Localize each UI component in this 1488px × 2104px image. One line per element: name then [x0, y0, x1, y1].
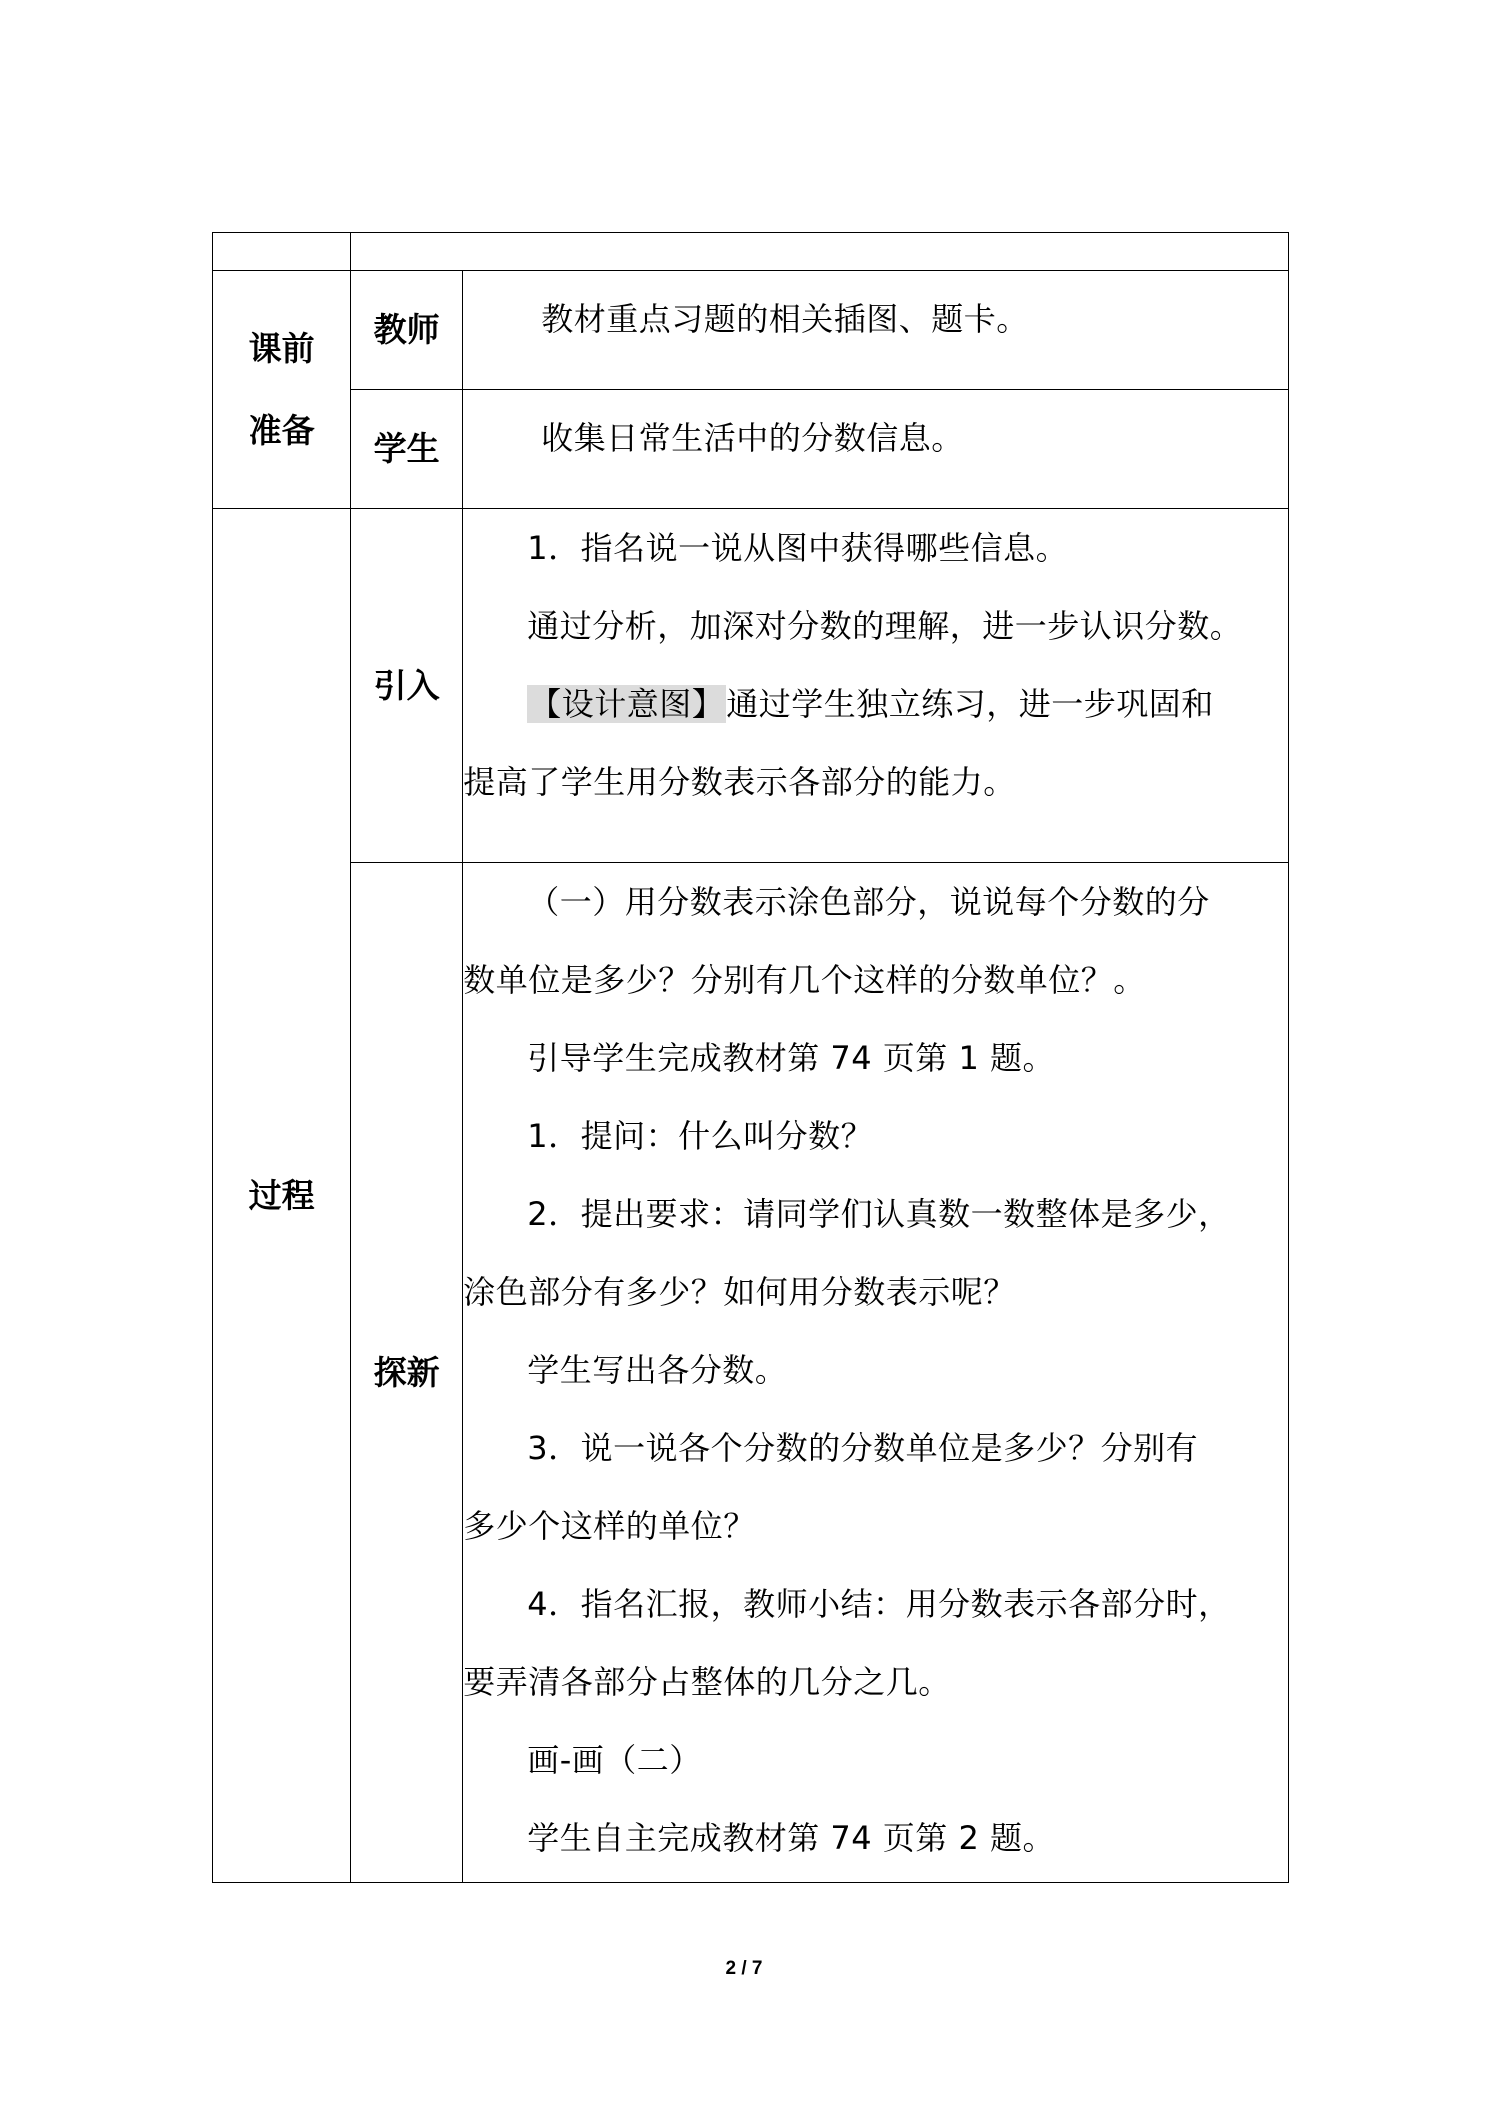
prep-label — [213, 271, 351, 509]
intro-row — [213, 509, 1289, 863]
explore-cell — [463, 863, 1289, 1883]
lesson-plan-table — [212, 232, 1289, 1883]
intro-p3-text: 通过学生独立练习，进一步巩固和 — [726, 685, 1214, 723]
intro-label: 引入 — [351, 509, 463, 863]
explore-p11: 要弄清各部分占整体的几分之几。 — [463, 1663, 951, 1701]
prep-teacher-row — [213, 271, 1289, 390]
prep-student-row — [213, 390, 1289, 509]
teacher-text: 教材重点习题的相关插图、题卡。 — [541, 300, 1029, 338]
prep-label-line2: 准备 — [248, 410, 315, 450]
header-cell-blank — [213, 233, 351, 271]
explore-p1: （一）用分数表示涂色部分，说说每个分数的分 — [527, 883, 1210, 921]
explore-p4: 1．提问：什么叫分数？ — [527, 1117, 874, 1155]
explore-p6: 涂色部分有多少？如何用分数表示呢？ — [463, 1273, 1016, 1311]
explore-p3: 引导学生完成教材第 74 页第 1 题。 — [527, 1039, 1055, 1077]
explore-p2: 数单位是多少？分别有几个这样的分数单位？。 — [463, 961, 1146, 999]
intro-p3 — [463, 665, 1288, 743]
explore-p13: 学生自主完成教材第 74 页第 2 题。 — [527, 1819, 1055, 1857]
explore-p9: 多少个这样的单位？ — [463, 1507, 756, 1545]
explore-p5: 2．提出要求：请同学们认真数一数整体是多少， — [527, 1195, 1231, 1233]
design-intent-tag: 【设计意图】 — [529, 685, 725, 723]
teacher-cell — [463, 271, 1289, 390]
prep-label-line1: 课前 — [248, 328, 315, 368]
header-row — [213, 233, 1289, 271]
explore-p8: 3．说一说各个分数的分数单位是多少？分别有 — [527, 1429, 1199, 1467]
student-cell — [463, 390, 1289, 509]
intro-p1: 1．指名说一说从图中获得哪些信息。 — [527, 529, 1069, 567]
intro-p4: 提高了学生用分数表示各部分的能力。 — [463, 763, 1016, 801]
intro-p2: 通过分析，加深对分数的理解，进一步认识分数。 — [527, 607, 1243, 645]
explore-p12: 画-画（二） — [527, 1741, 702, 1779]
teacher-label: 教师 — [351, 271, 463, 390]
explore-row — [213, 863, 1289, 1883]
intro-cell — [463, 509, 1289, 863]
process-label: 过程 — [213, 509, 351, 1883]
student-label: 学生 — [351, 390, 463, 509]
explore-p10: 4．指名汇报，教师小结：用分数表示各部分时， — [527, 1585, 1231, 1623]
header-cell-wide — [351, 233, 1289, 271]
explore-label: 探新 — [351, 863, 463, 1883]
page-number: 2 / 7 — [725, 1958, 763, 1979]
explore-p7: 学生写出各分数。 — [527, 1351, 788, 1389]
student-text: 收集日常生活中的分数信息。 — [541, 419, 964, 457]
